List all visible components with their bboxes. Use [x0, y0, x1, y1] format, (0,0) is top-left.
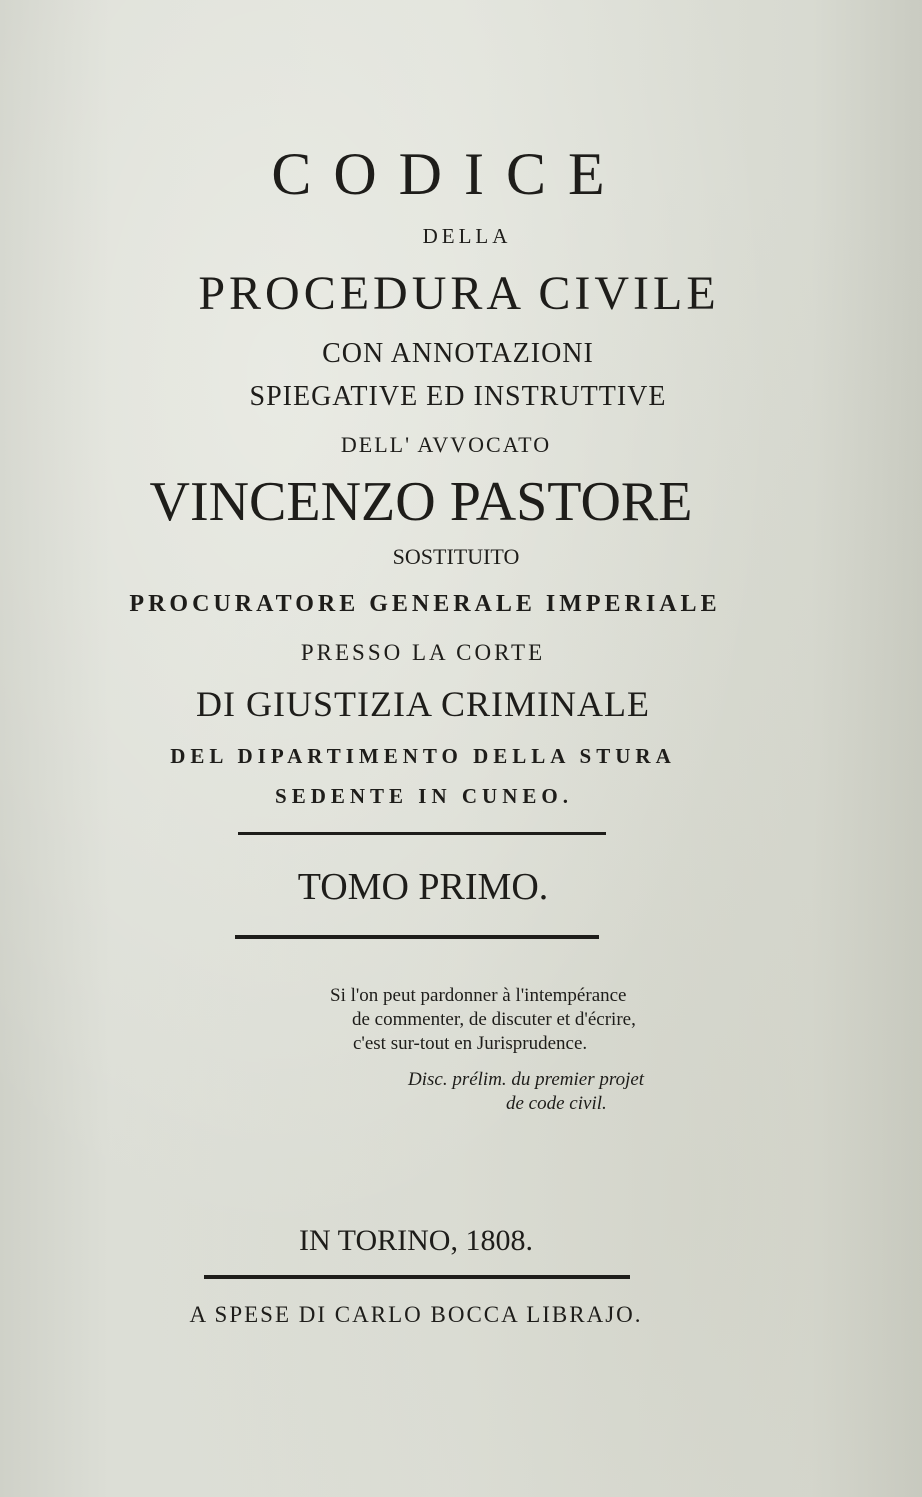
title-connector: DELLA — [422, 224, 512, 248]
book-subject: PROCEDURA CIVILE — [198, 267, 720, 320]
divider-rule-top — [238, 832, 606, 835]
author-role-line-3: PRESSO LA CORTE — [300, 640, 546, 665]
author-role-line-2: PROCURATORE GENERALE IMPERIALE — [129, 591, 721, 617]
divider-rule-middle — [235, 935, 599, 939]
epigraph-line-2: de commenter, de discuter et d'écrire, — [352, 1009, 636, 1030]
author-role-line-4: DI GIUSTIZIA CRIMINALE — [196, 684, 650, 724]
subtitle-line-1: CON ANNOTAZIONI — [322, 338, 594, 369]
author-role-line-6: SEDENTE IN CUNEO. — [275, 784, 573, 808]
author-name: VINCENZO PASTORE — [149, 471, 693, 533]
imprint-publisher: A SPESE DI CARLO BOCCA LIBRAJO. — [189, 1302, 643, 1327]
author-role-line-1: SOSTITUITO — [392, 544, 520, 569]
volume-label: TOMO PRIMO. — [297, 866, 549, 908]
imprint-place-date: IN TORINO, 1808. — [299, 1224, 533, 1257]
epigraph-source-line-2: de code civil. — [506, 1093, 607, 1114]
epigraph-source-line-1: Disc. prélim. du premier projet — [408, 1069, 645, 1090]
author-role-line-5: DEL DIPARTIMENTO DELLA STURA — [170, 744, 676, 768]
subtitle-line-2: SPIEGATIVE ED INSTRUTTIVE — [249, 381, 667, 412]
book-title: CODICE — [271, 141, 627, 207]
divider-rule-bottom — [204, 1275, 630, 1279]
epigraph-line-1: Si l'on peut pardonner à l'intempérance — [330, 985, 627, 1006]
epigraph-line-3: c'est sur-tout en Jurisprudence. — [353, 1033, 588, 1054]
author-prefix: DELL' AVVOCATO — [340, 432, 552, 457]
